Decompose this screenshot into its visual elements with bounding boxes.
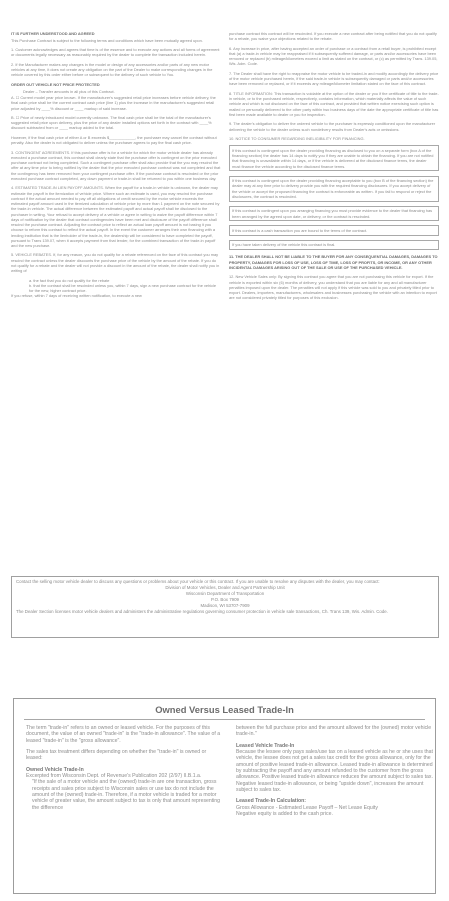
boxed-paragraph: If this contract is contingent upon you arranging financing you must provide evidence to the dealer that financing has been arranged by the agreed upon date, or delivery, or the contract is rescinded.: [229, 206, 439, 222]
section-heading: IT IS FURTHER UNDERSTOOD AND AGREED: [11, 31, 95, 36]
contact-address-line: Madison, WI 53707-7909: [200, 602, 250, 608]
disclaimer-paragraph: 11. THE DEALER SHALL NOT BE LIABLE TO THE BUYER FOR ANY CONSEQUENTIAL DAMAGES, DAMAGES TO PROPERTY, DAMAGES FOR LOSS OF USE, LOSS OF TIME, LOSS OF PROFITS, OR INCOME, OR ANY OTHER INCIDENTAL DAMAGES ARISING OUT OF THE SALE OR USE OF THE PURCHASED VEHICLE.: [229, 254, 438, 270]
paragraph: The term "trade-in" refers to an owned or leased vehicle. For the purposes of this document, the value of an owned "trade-in" is the "trade-in allowance". The value of a leased "trade-in" is the "gross allowance".: [26, 725, 221, 744]
paragraph: 7. The Dealer shall have the right to reappraise the motor vehicle to be traded-in and modify accordingly the delivery price of the motor vehicle purchased herein, if the said trade-in vehicle is subsequently damaged or parts and/or accessories have been removed or replaced, or if it exceeds any mileage/kilometer limitation stated on the face of this contract.: [229, 70, 439, 87]
paragraph: This Purchase Contract is subject to the following terms and conditions which have been mutually agreed upon.: [11, 37, 203, 43]
boxed-paragraph: If this contract is contingent upon the dealer providing financing acceptable to you (box B of the financing section) the dealer may at any time prior to delivery provide you with the required financing disclosures. If you accept delivery of the vehicle or accept the proposed financing the contract is enforceable as written. If you fail to respond or reject the disclosures, the contract is rescinded.: [229, 176, 439, 202]
paragraph: Because the lessee only pays sales/use tax on a leased vehicle as he or she uses that vehicle, the lessee does not get a sales tax credit for the gross allowance, only for the amount of positive leased trade-in allowance. Leased trade-in allowance is determined by subtracting the payoff and any amount refunded to the customer from the gross allowance. Positive leased trade-in allowance reduces the amount subject to sales tax. Negative leased trade-in allowance, or being "upside down", increases the amount subject to sales tax.: [236, 749, 433, 794]
paragraph: purchase contract this contract will be rescinded. If you execute a new contract after being notified that you do not qualify for a rebate, you waive your objections related to the rebate.: [229, 31, 437, 42]
paragraph: between the full purchase price and the amount allowed for the (owned) motor vehicle trade-in.": [236, 725, 432, 738]
paragraph: A. ☐ Current model year price known. If the manufacturer's suggested retail price increases before vehicle delivery, the final cash price shall be the current contract cash price (line 1) plus the increase in the manufacturer's suggested retail price adjusted by ____% discount or ____ markup of said increase.: [11, 95, 216, 111]
owned-vs-leased-title: Owned Versus Leased Trade-In: [155, 704, 294, 715]
contact-address-line: Wisconsin Department of Transportation: [185, 590, 265, 596]
contact-intro: Contact the selling motor vehicle dealer to discuss any questions or problems about your vehicle or this contract. If you are unable to resolve any disputes with the dealer, you may contact:: [16, 579, 380, 584]
paragraph: However, if the final cash price of either A or B exceeds $____________, the purchaser may cancel the contract without penalty. Also the dealer is not obligated to deliver unless the purchaser agrees to pay the final cash price.: [11, 134, 217, 146]
contact-address-line: Division of Motor Vehicles, Dealer and Agent Partnership Unit: [165, 584, 285, 590]
paragraph: 3. CONTINGENT AGREEMENTS. If this purchase offer is for a vehicle for which the motor vehicle dealer has already executed a purchase contract, this contract shall clearly state that the purchase offer is contingent on the prior executed purchase contract not being completed. Such a contingent purchase offer shall also provide that the you may rescind the offer at any time prior to being notified by the dealer that the prior executed purchase contract was not completed and that the contingency has been removed from your contingent purchase offer. If the purchase contract is rescinded or the prior executed purchase contract completed, any down payment or trade-in shall be returned to you within one business day.: [11, 149, 221, 181]
contact-address-line: P.O. Box 7909: [211, 596, 239, 602]
terms-right-column: [229, 31, 439, 305]
subheading: Leased Vehicle Trade-In: [236, 742, 295, 749]
paragraph: Excerpted from Wisconsin Dept. of Revenue's Publication 202 (2/97) II.B.1.a.: [26, 773, 202, 780]
sub-item: b. that the contract shall be rescinded unless you, within 7 days, sign a new purchase contract for the vehicle for the new, higher contract price.: [29, 282, 217, 294]
paragraph: 1. Customer acknowledges and agrees that time is of the essence and to execute any actions and all forms of agreement or documents legally necessary as reasonably required by the dealer to complete the transaction included herein.: [11, 47, 220, 58]
section-heading: ORDER OUT VEHICLE NOT PRICE PROTECTED: [11, 81, 100, 87]
boxed-paragraph: If this contract is a cash transaction you are bound to the terms of the contract.: [229, 225, 439, 235]
paragraph: B. ☐ Price of newly introduced model currently unknown. The final cash price shall be the total of the manufacturer's suggested retail price upon delivery, plus the price of any dealer installed options set forth in the contract with ____% discount subtracted from or ____ markup added to the total.: [11, 114, 212, 131]
contact-footer: The Dealer Section licenses motor vehicle dealers and administers the administrative regulations governing consumer protection in vehicle sale transactions, Ch. Trans 139, Wis. Admin. Code.: [16, 608, 388, 614]
paragraph: 2. If the Manufacturer makes any changes in the model or design of any accessories and/or parts of any new motor vehicles at any time, it does not create any obligation on the part of the Dealer to make corresponding changes in the vehicle covered by this order either before or subsequent to the delivery of such vehicle to You.: [11, 61, 213, 78]
paragraph: 6. Any increase in price, after having accepted an order of purchase or a contract from a retail buyer, is prohibited except that (a) a trade-in vehicle may be reappraised if it subsequently suffered damage, or parts and/or accessories have been removed or replaced (b) mileage/kilometers exceed a limit as stated on the contract, or (c) as permitted by Trans. 139.05, Wis. Adm. Code.: [229, 45, 438, 67]
owned-right-column: [236, 725, 434, 817]
subheading: Leased Trade-In Calculation:: [236, 798, 306, 805]
contract-terms: [11, 31, 439, 305]
quoted-excerpt: "If the sale of a motor vehicle and the (owned) trade-in are one transaction, gross receipts and sales price subject to Wisconsin sales or use tax do not include the amount of the (owned) trade-in. Therefore, if a motor vehicle is traded for a motor vehicle of greater value, the amount subject to tax is only that amount representing the difference: [32, 779, 221, 811]
paragraph: The sales tax treatment differs depending on whether the "trade-in" is owned or leased:: [26, 749, 207, 762]
boxed-paragraph: If this contract is contingent upon the dealer providing financing as disclosed to you on a separate form (box A of the financing section) the dealer has 14 days to notify you if they are unable to obtain the financing. If you are not notified that financing is unavailable within 14 days, or if the vehicle is delivered at the disclosed finance terms, the dealer must finance the vehicle according to the disclosed finance terms.: [229, 145, 439, 171]
owned-vs-leased-box: [13, 698, 436, 894]
terms-left-column: [11, 31, 221, 305]
paragraph: 8. TITLE INFORMATION: This transaction is voidable at the option of the dealer or you if the certificate of title to the trade-in vehicle, or to the purchased vehicle, respectively, contains information, which materially affects the value of such vehicle and which is not disclosed on the face of this contract, and provided that written notice exercising such option is mailed or personally delivered to the other party within two business days of the date the appropriate certificate of title has first been made available to dealer or you for inspection.: [229, 90, 439, 117]
paragraph: If you refuse, within 7 days of receiving written notification, to execute a new: [11, 293, 142, 299]
paragraph: 10. NOTICE TO CONSUMER REGARDING INELIGIBILITY FOR FINANCING.: [229, 135, 365, 141]
paragraph: 9. The dealer's obligation to deliver the ordered vehicle to the purchaser is expressly conditioned upon the manufacturer delivering the vehicle to the dealer unless such nondelivery results from Dealer's acts or omissions.: [229, 121, 436, 132]
owned-left-column: [26, 725, 224, 811]
paragraph: Gross Allowance - Estimated Lease Payoff – Net Lease Equity: [236, 804, 378, 811]
paragraph: 4. ESTIMATED TRADE-IN LIEN PAYOFF AMOUNTS. When the payoff for a trade-in vehicle is unknown, the dealer may estimate the payoff in the itemization of vehicle price. Where such an estimate is used, you may rescind the purchase contract if the actual amount needed to pay off all obligations of credit secured by the motor vehicle exceeds the estimated payoff amount used in the itemized calculation of vehicle price by more than 1 payment on the note secured by the trade-in vehicle. The actual difference between the estimated payoff and actual payoff shall be disclosed to the purchaser in writing. Your refusal to accept delivery of a vehicle or agree in writing to waive the payoff difference within 7 days of notification by the dealer that contract contingencies have been met and disclosure of the payoff difference shall rescind the purchase contract. Adjusting the contract price to reflect an actual loan payoff amount is not basing it you choose to reform this contract to reflect the actual payoff. In the event the customer arranges their own financing with a lending institution that is the lienholder of the trade-in, the dealership will be considered to have completed the payoff, pursuant to Trans 139.07, when it accepts payment from that lender, for the combined transaction of the trade-in payoff and the new purchase.: [11, 185, 220, 248]
boxed-paragraph: If you have taken delivery of the vehicle this contract is final.: [229, 240, 439, 250]
subheading: Owned Vehicle Trade-In: [26, 766, 84, 773]
paragraph: 5. VEHICLE REBATES. If, for any reason, you do not qualify for a rebate referenced on the face of this contract you may rescind the contract unless the dealer discounts the purchase price of the vehicle by the amount of the rebate. If you do not qualify for a rebate and the dealer will not provide a discount in the amount of the rebate, the dealer shall notify you in writing of: [11, 252, 220, 274]
paragraph: 12. New Vehicle Sales only: By signing this contract you agree that you are not purchasing this vehicle for export. If the vehicle is exported within six (6) months of delivery, you understand that you are liable for any and all manufacturer penalties imposed upon the dealer. The penalties will not apply if this vehicle was sold to you and privately titled prior to export. Dealers, importers, manufacturers, wholesalers and businesses purchasing the vehicle with an intention to export are not considered privately titled for purposes of this exclusion.: [229, 274, 437, 301]
indented-note: Dealer – Transfer amounts in all plus of this Contract.: [23, 88, 115, 94]
title-divider: [24, 719, 425, 720]
paragraph: Negative equity is added to the cash price.: [236, 811, 333, 818]
contact-box: [11, 576, 439, 638]
sub-item: a. the fact that you do not qualify for the rebate: [29, 277, 110, 283]
